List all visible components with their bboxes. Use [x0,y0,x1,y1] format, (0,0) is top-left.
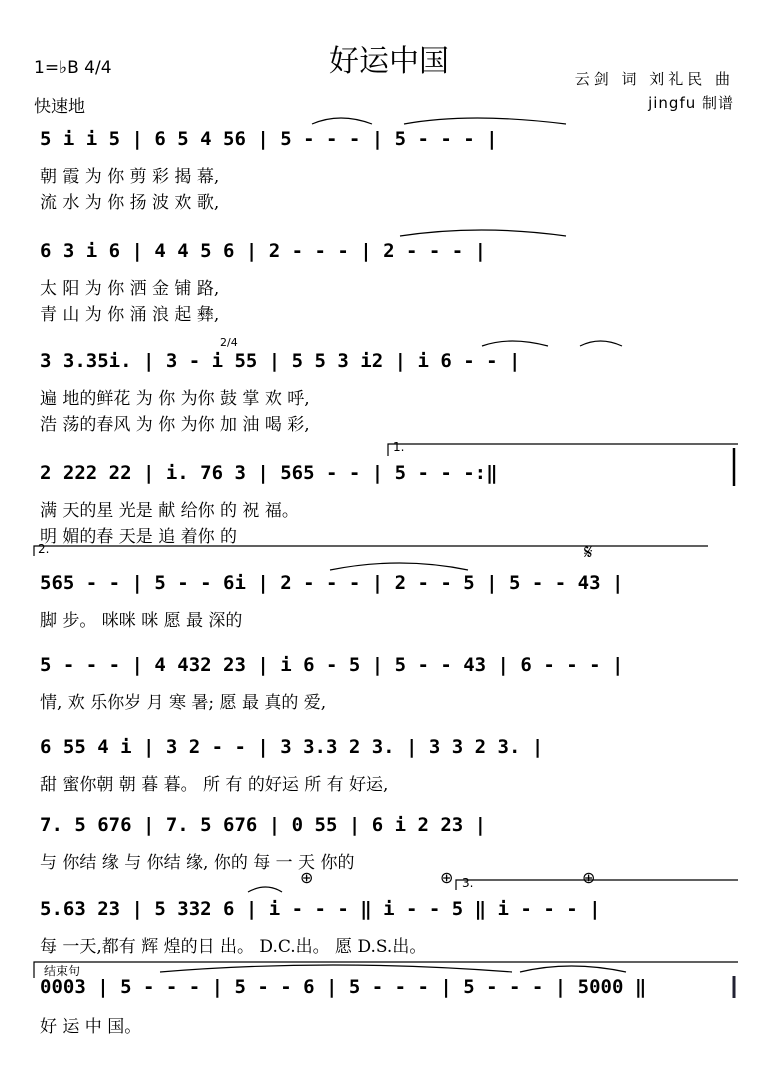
volta-bracket [388,444,738,456]
coda-icon: ⊕ [300,868,314,887]
coda-icon: ⊕ [440,868,454,887]
volta-2-label: 2. [38,542,50,556]
time-sig-label: 2/4 [220,336,238,349]
volta-bracket [34,546,708,556]
lyric-row-10: 好 运 中 国。 [40,1017,142,1037]
segno-icon: 𝄋 [584,540,593,564]
slur [312,118,372,124]
volta-3-label: 3. [462,876,474,890]
lyric-row-8: 与 你结 缘 与 你结 缘, 你的 每 一 天 你的 [40,853,355,873]
ending-label: 结束句 [44,964,81,978]
lyric-row-4-verse-1: 满 天的星 光是 献 给你 的 祝 福。 [40,501,299,521]
credit-line: 云剑 词 刘礼民 曲 [574,70,734,88]
lyric-row-2-verse-2: 青 山 为 你 涌 浪 起 彝, [40,305,220,325]
lyric-row-6: 情, 欢 乐你岁 月 寒 暑; 愿 最 真的 爱, [40,693,327,713]
lyric-row-5: 脚 步。 咪咪 咪 愿 最 深的 [40,611,243,631]
notation-row-7: 6 55 4 i | 3 2 - - | 3 3.3 2 3. | 3 3 2 3. | [40,736,544,758]
volta-1-label: 1. [393,440,405,454]
notation-row-3: 3 3.35i. | 3 - i 55 | 5 5 3 i2 | i 6 - - | [40,350,521,372]
tie [520,966,626,972]
notation-row-1: 5 i i 5 | 6 5 4 56 | 5 - - - | 5 - - - | [40,128,498,150]
slur [248,887,282,892]
lyric-row-9: 每 一天,都有 辉 煌的日 出。 D.C.出。 愿 D.S.出。 [40,937,427,957]
notation-row-6: 5 - - - | 4 432 23 | i 6 - 5 | 5 - - 43 | 6 - - - | [40,654,624,676]
lyric-row-2-verse-1: 太 阳 为 你 洒 金 铺 路, [40,279,220,299]
tie [400,230,566,236]
key-signature: 1=♭B 4/4 [34,58,112,78]
lyric-row-7: 甜 蜜你朝 朝 暮 暮。 所 有 的好运 所 有 好运, [40,775,389,795]
tie [330,563,468,570]
lyric-row-3-verse-2: 浩 荡的春风 为 你 为你 加 油 喝 彩, [40,415,310,435]
lyric-row-1-verse-1: 朝 霞 为 你 剪 彩 揭 幕, [40,167,220,187]
tie [404,118,566,124]
tempo-marking: 快速地 [34,97,85,117]
lyric-row-1-verse-2: 流 水 为 你 扬 波 欢 歌, [40,193,220,213]
notation-row-5: 565 - - | 5 - - 6i | 2 - - - | 2 - - 5 | 5 - - 43 | [40,572,624,594]
notation-row-8: 7. 5 676 | 7. 5 676 | 0 55 | 6 i 2 23 | [40,814,487,836]
lyric-row-4-verse-2: 明 媚的春 天是 追 着你 的 [40,527,238,547]
slur [580,341,622,346]
arranger-line: jingfu 制谱 [648,94,734,112]
ending-bracket [34,962,738,978]
song-title: 好运中国 [329,44,449,79]
notation-row-10: 0003 | 5 - - - | 5 - - 6 | 5 - - - | 5 - - - | 5000 ‖ [40,976,647,998]
notation-row-9: 5.63 23 | 5 332 6 | i - - - ‖ i - - 5 ‖ i - - - | [40,898,601,920]
notation-row-2: 6 3 i 6 | 4 4 5 6 | 2 - - - | 2 - - - | [40,240,487,262]
lyric-row-3-verse-1: 遍 地的鲜花 为 你 为你 鼓 掌 欢 呼, [40,389,310,409]
tie [160,965,512,972]
notation-row-4: 2 222 22 | i. 76 3 | 565 - - | 5 - - -:‖ [40,462,498,484]
slur [482,341,548,346]
coda-icon: ⊕ [582,868,596,887]
volta-bracket [456,880,738,890]
